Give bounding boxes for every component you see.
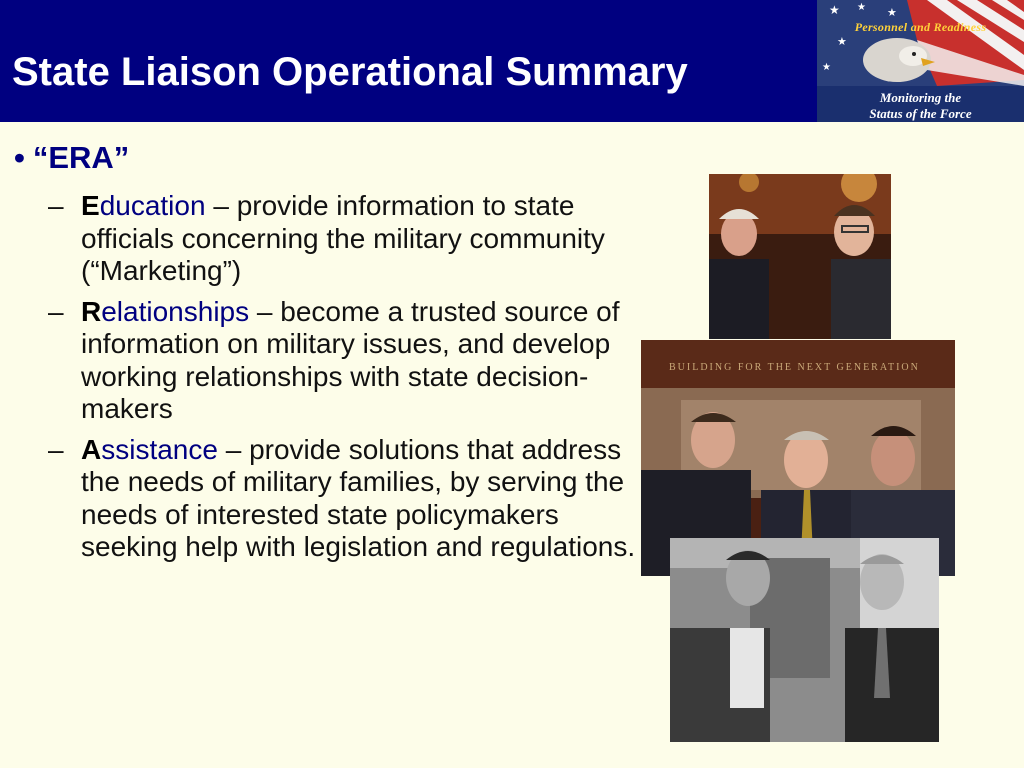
photo-banner-text: BUILDING FOR THE NEXT GENERATION bbox=[669, 362, 920, 373]
dash-marker: – bbox=[48, 295, 64, 327]
list-item-education bbox=[14, 190, 644, 288]
list-item-relationships bbox=[14, 296, 644, 426]
logo-org-name: Personnel and Readiness bbox=[854, 20, 987, 34]
dash-marker: – bbox=[48, 433, 64, 465]
photo-two-men-talking bbox=[709, 174, 891, 339]
list-item-assistance bbox=[14, 434, 644, 564]
svg-text:★: ★ bbox=[829, 3, 840, 17]
bullet-dot: • bbox=[14, 140, 25, 175]
main-bullet bbox=[14, 140, 644, 176]
term-description: – provide information to state officials concerning the military community (“Marketing”) bbox=[81, 190, 605, 286]
slide-title: State Liaison Operational Summary bbox=[12, 50, 688, 94]
term-education: Education bbox=[81, 190, 206, 221]
dash-marker: – bbox=[48, 190, 64, 221]
term-description: – become a trusted source of information on military issues, and develop working relationships with state decision-makers bbox=[81, 295, 620, 424]
svg-text:★: ★ bbox=[857, 2, 866, 13]
personnel-readiness-logo bbox=[817, 0, 1024, 122]
photo-black-white-meeting bbox=[670, 538, 939, 742]
svg-text:★: ★ bbox=[822, 62, 831, 73]
svg-text:★: ★ bbox=[837, 36, 847, 48]
term-assistance: Assistance bbox=[81, 433, 218, 465]
bullet-content bbox=[14, 140, 644, 572]
era-list bbox=[14, 190, 644, 564]
term-relationships: Relationships bbox=[81, 295, 250, 327]
main-bullet-text: “ERA” bbox=[32, 140, 130, 175]
svg-text:★: ★ bbox=[887, 7, 897, 19]
term-description: – provide solutions that address the needs of military families, by serving the needs of interested state policymakers seeking help with legislation and regulations. bbox=[81, 433, 636, 562]
logo-subtitle: Monitoring the Status of the Force bbox=[869, 90, 972, 121]
